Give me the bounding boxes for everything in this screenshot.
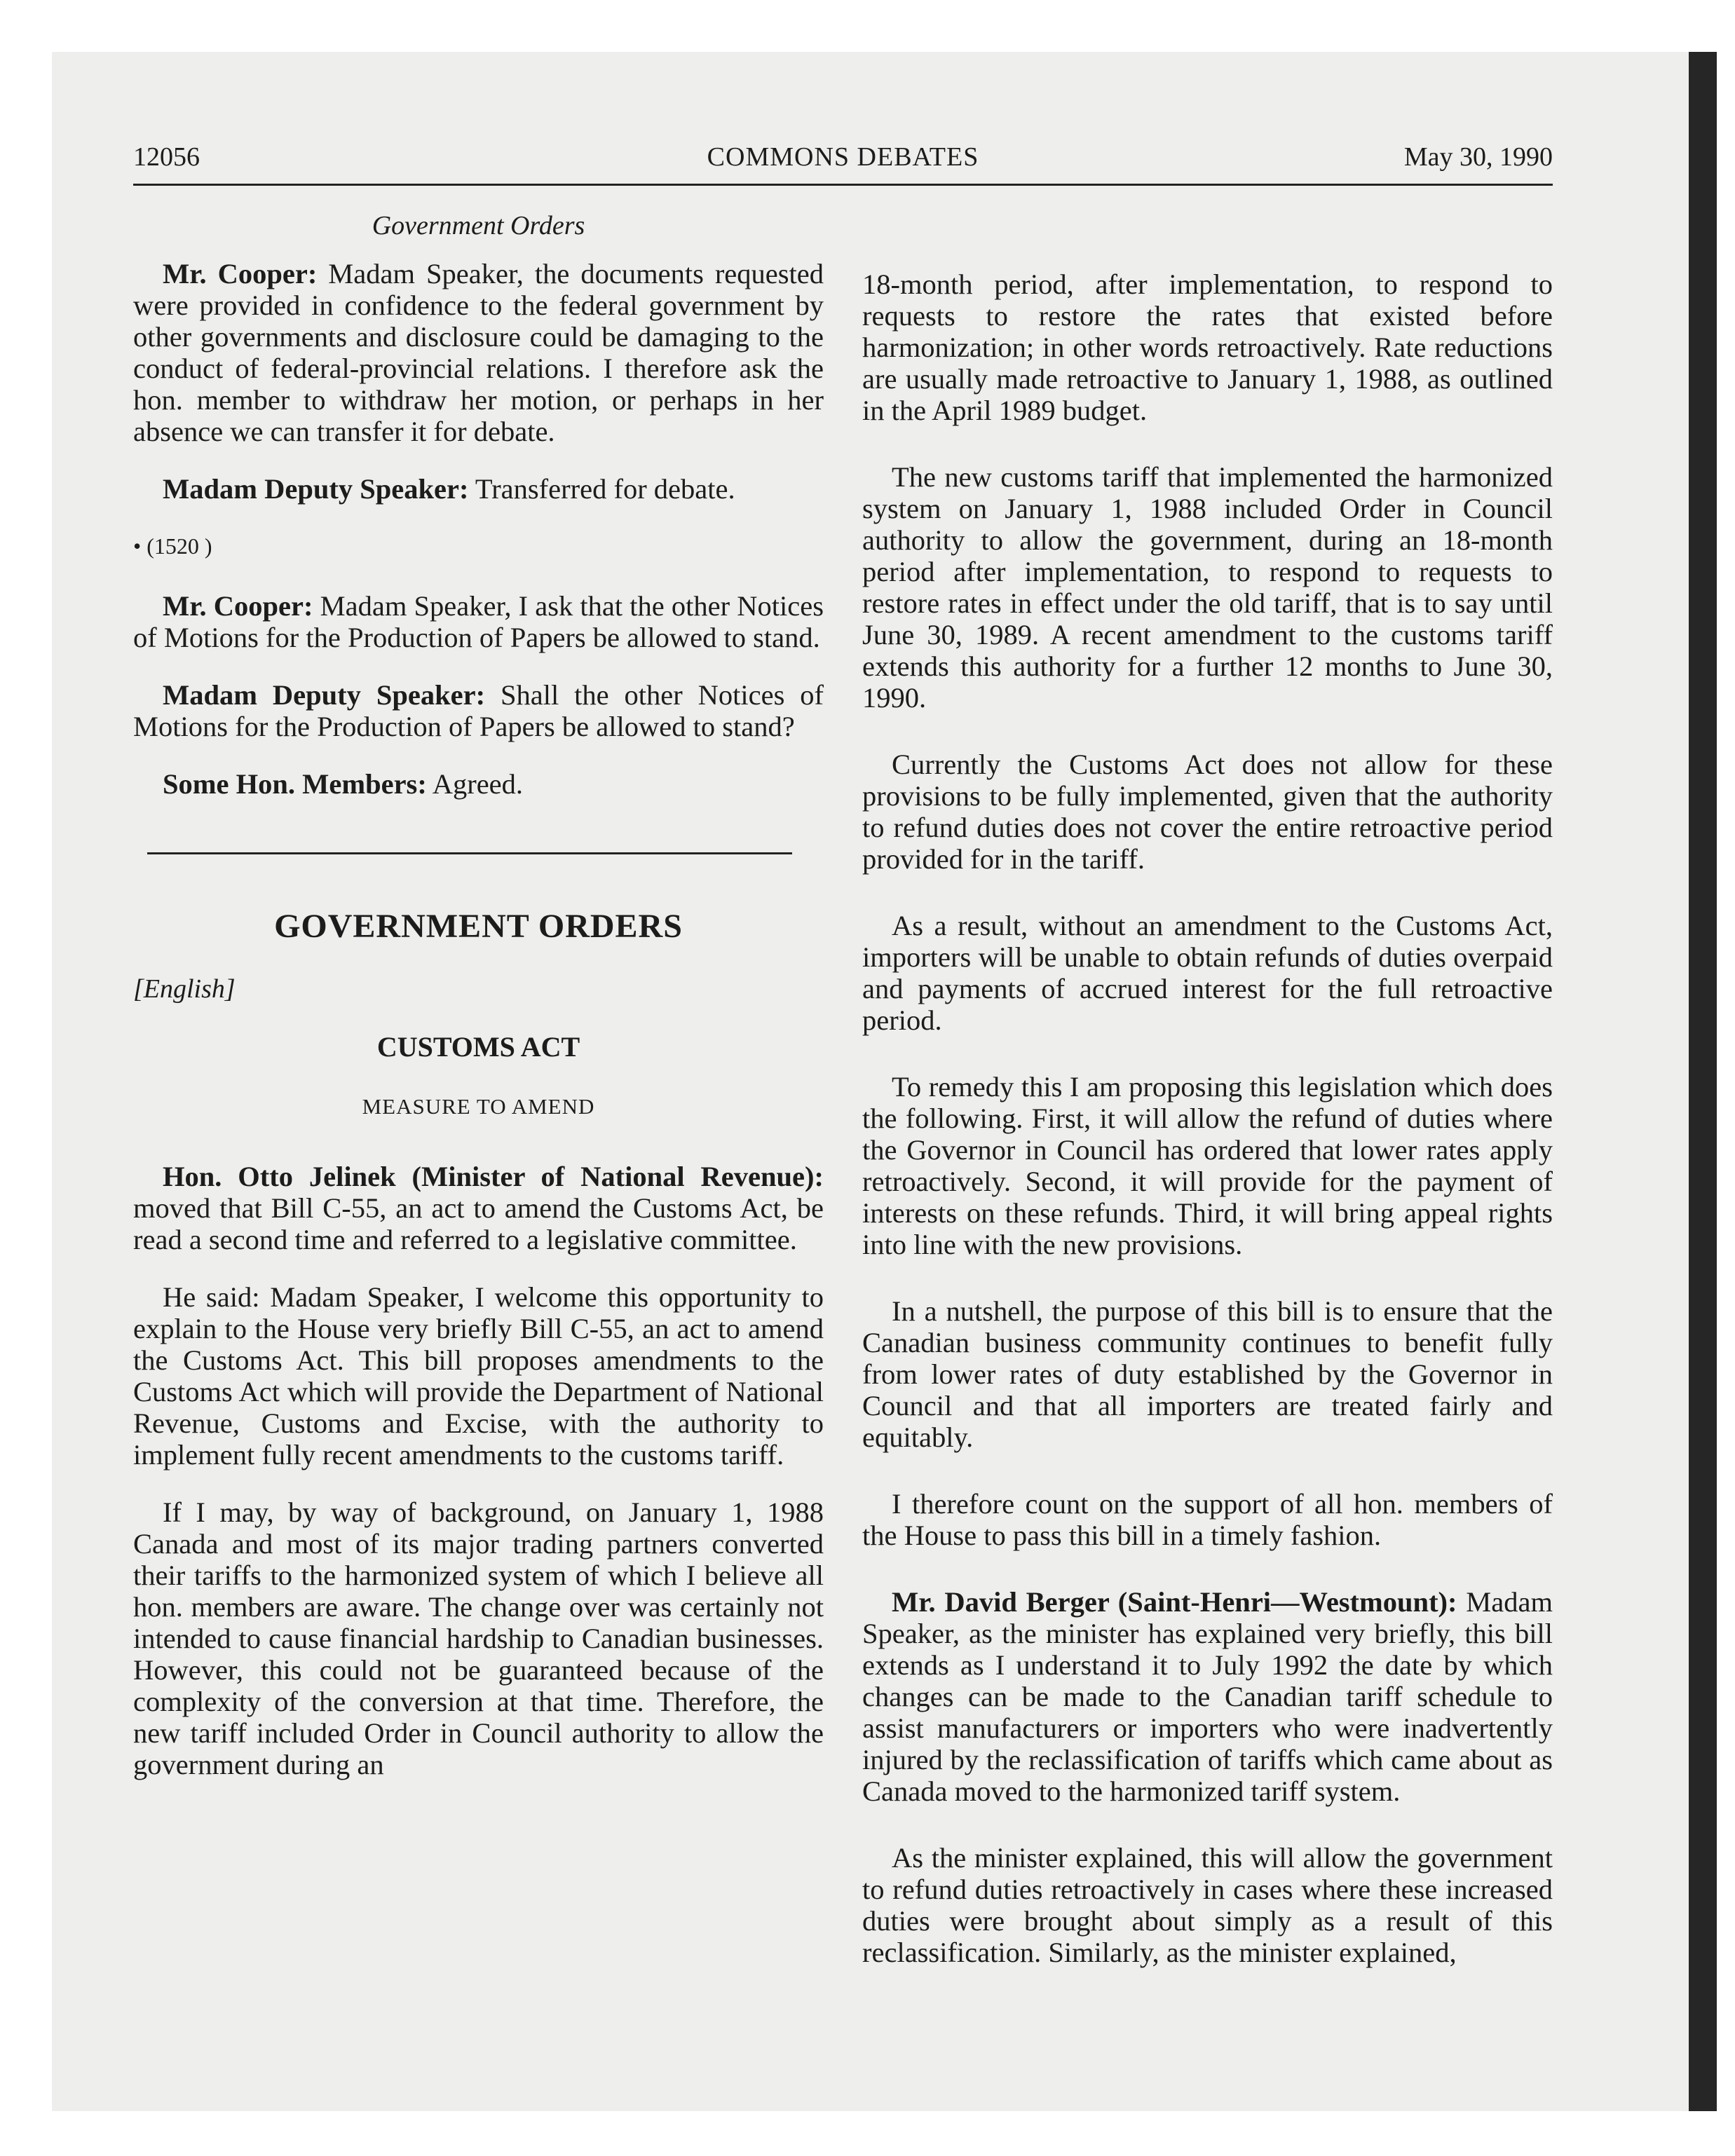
speaker-name: Madam Deputy Speaker: bbox=[163, 679, 486, 711]
paragraph: In a nutshell, the purpose of this bill is to ensure that the Canadian business community continues to benefit fully from lower rates of duty established by the Governor in Council and that all importers are treated fairly and equitably. bbox=[862, 1295, 1553, 1453]
speech-text: Madam Speaker, I ask that the other Notices of Motions for the Production of Papers be allowed to stand. bbox=[133, 590, 824, 653]
orders-heading: GOVERNMENT ORDERS bbox=[274, 908, 683, 945]
speech-text: Agreed. bbox=[426, 768, 524, 800]
paragraph bbox=[862, 1586, 1553, 1807]
speaker-name: Hon. Otto Jelinek (Minister of National Revenue): bbox=[163, 1161, 824, 1192]
paragraph: As a result, without an amendment to the Customs Act, importers will be unable to obtain refunds of duties overpaid and payments of accrued interest for the full retroactive period. bbox=[862, 910, 1553, 1036]
journal-title: COMMONS DEBATES bbox=[707, 142, 979, 172]
speech-text: Madam Speaker, as the minister has explained very briefly, this bill extends as I understand it to July 1992 the date by which changes can be made to the Canadian tariff schedule to assist manufacturers or importers who were inadvertently injured by the reclassification of tariffs which came about as Canada moved to the harmonized tariff system. bbox=[862, 1586, 1553, 1807]
paragraph bbox=[133, 1161, 824, 1255]
paragraph: If I may, by way of background, on January 1, 1988 Canada and most of its major trading partners converted their tariffs to the harmonized system of which I believe all hon. members are aware. The change over was certainly not intended to cause financial hardship to Canadian businesses. However, this could not be guaranteed because of the complexity of the conversion at that time. Therefore, the new tariff included Order in Council authority to allow the government during an bbox=[133, 1496, 824, 1780]
paragraph: He said: Madam Speaker, I welcome this opportunity to explain to the House very briefly Bill C-55, an act to amend the Customs Act. This bill proposes amendments to the Customs Act which will provide the Department of National Revenue, Customs and Excise, with the authority to implement fully recent amendments to the customs tariff. bbox=[133, 1281, 824, 1471]
paragraph: As the minister explained, this will allow the government to refund duties retroactively in cases where these increased duties were brought about simply as a result of this reclassification. Similarly, as the minister explained, bbox=[862, 1842, 1553, 1968]
time-marker: • (1520 ) bbox=[133, 533, 212, 559]
section-divider bbox=[147, 852, 792, 854]
speech-text: moved that Bill C-55, an act to amend the Customs Act, be read a second time and referred to a legislative committee. bbox=[133, 1192, 824, 1255]
paragraph: To remedy this I am proposing this legislation which does the following. First, it will allow the refund of duties where the Governor in Council has ordered that lower rates apply retroactively. Second, it will provide for the payment of interests on these refunds. Third, it will bring appeal rights into line with the new provisions. bbox=[862, 1071, 1553, 1260]
speech-text: Transferred for debate. bbox=[468, 473, 735, 505]
issue-date: May 30, 1990 bbox=[1403, 142, 1553, 172]
speech-text: Shall the other Notices of Motions for the Production of Papers be allowed to stand? bbox=[133, 679, 824, 742]
scan-edge-shadow bbox=[1689, 52, 1717, 2111]
running-header bbox=[133, 139, 1553, 186]
page-number: 12056 bbox=[133, 142, 200, 172]
paragraph bbox=[133, 679, 824, 742]
paragraph: Currently the Customs Act does not allow for these provisions to be fully implemented, given that the authority to refund duties does not cover the entire retroactive period provided for in the tariff. bbox=[862, 749, 1553, 875]
act-title: CUSTOMS ACT bbox=[376, 1031, 580, 1063]
right-column bbox=[862, 268, 1553, 2003]
paragraph: I therefore count on the support of all hon. members of the House to pass this bill in a timely fashion. bbox=[862, 1488, 1553, 1551]
speaker-name: Madam Deputy Speaker: bbox=[163, 473, 469, 505]
section-header: Government Orders bbox=[372, 211, 585, 240]
left-column bbox=[133, 210, 824, 1806]
paragraph bbox=[133, 590, 824, 653]
act-subtitle: MEASURE TO AMEND bbox=[362, 1094, 595, 1119]
paragraph bbox=[133, 258, 824, 447]
speaker-name: Mr. David Berger (Saint-Henri—Westmount): bbox=[892, 1586, 1457, 1618]
paragraph: 18-month period, after implementation, to respond to requests to restore the rates that existed before harmonization; in other words retroactively. Rate reductions are usually made retroactive to January 1, 1988, as outlined in the April 1989 budget. bbox=[862, 268, 1553, 426]
speaker-name: Some Hon. Members: bbox=[163, 768, 427, 800]
speaker-name: Mr. Cooper: bbox=[163, 590, 313, 622]
speech-text: Madam Speaker, the documents requested were provided in confidence to the federal government by other governments and disclosure could be damaging to the conduct of federal-provincial relations. I therefore ask the hon. member to withdraw her motion, or perhaps in her absence we can transfer it for debate. bbox=[133, 258, 824, 447]
language-tag: [English] bbox=[133, 974, 236, 1004]
paragraph: The new customs tariff that implemented the harmonized system on January 1, 1988 included Order in Council authority to allow the government, during an 18-month period after implementation, to respond to requests to restore rates in effect under the old tariff, that is to say until June 30, 1989. A recent amendment to the customs tariff extends this authority for a further 12 months to June 30, 1990. bbox=[862, 461, 1553, 714]
speaker-name: Mr. Cooper: bbox=[163, 258, 318, 289]
paragraph bbox=[133, 473, 824, 505]
paragraph bbox=[133, 768, 824, 800]
